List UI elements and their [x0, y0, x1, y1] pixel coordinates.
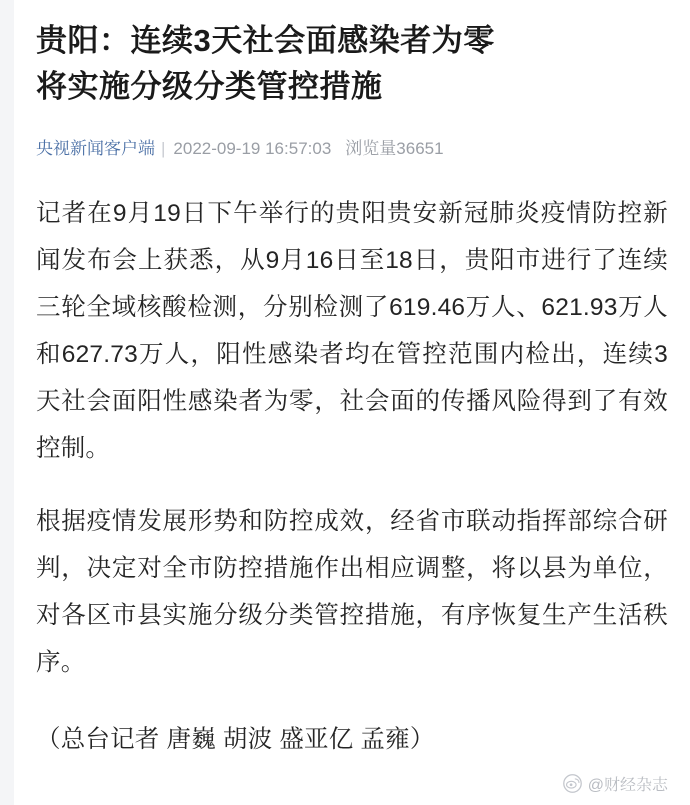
page-title-line-1: 贵阳：连续3天社会面感染者为零 — [36, 23, 495, 58]
article-view-count: 浏览量36651 — [345, 139, 444, 158]
left-rail — [0, 0, 14, 805]
article-meta — [36, 138, 668, 160]
article-paragraph-1: 记者在9月19日下午举行的贵阳贵安新冠肺炎疫情防控新闻发布会上获悉，从9月16日至18日，贵阳市进行了连续三轮全域核酸检测，分别检测了619.46万人、621.93万人和627.73万人，阳性感染者均在管控范围内检出，连续3天社会面阳性感染者为零，社会面的传播风险得到了有效控制。 — [36, 200, 668, 462]
article-source[interactable]: 央视新闻客户端 — [36, 139, 155, 158]
watermark-label: @财经杂志 — [587, 777, 668, 794]
article-credit: （总台记者 唐巍 胡波 盛亚亿 孟雍） — [36, 726, 435, 753]
page-title-line-2: 将实施分级分类管控措施 — [36, 69, 383, 104]
weibo-icon — [563, 774, 582, 793]
article-content — [14, 0, 690, 805]
article-timestamp: 2022-09-19 16:57:03 — [173, 139, 332, 158]
meta-divider: | — [161, 139, 166, 158]
watermark — [563, 772, 668, 795]
page-title — [36, 18, 668, 110]
article-paragraph-2: 根据疫情发展形势和防控成效，经省市联动指挥部综合研判，决定对全市防控措施作出相应调整，将以县为单位，对各区市县实施分级分类管控措施，有序恢复生产生活秩序。 — [36, 508, 668, 676]
